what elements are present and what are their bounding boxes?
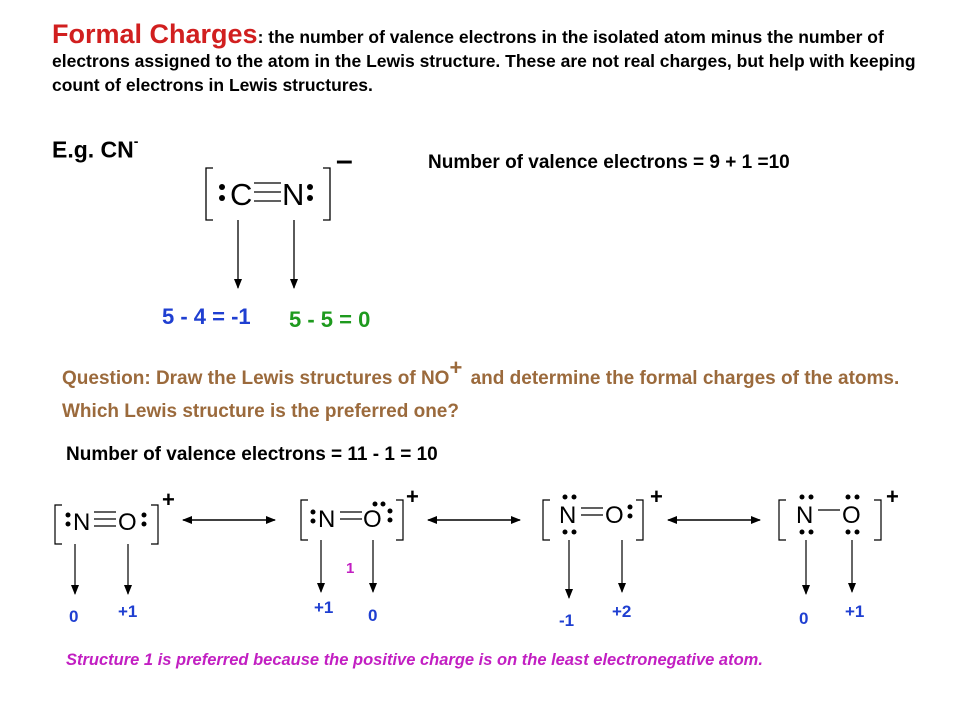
lone-pair-dot <box>846 495 851 500</box>
lone-pair-dot <box>800 495 805 500</box>
lone-pair-dot <box>66 522 71 527</box>
definition-text: : the number of valence electrons in the isolated atom minus the number of electrons assigned to the atom in the Lewis structure. These are not real charges, but help with keeping count of electrons in Lewis structures. <box>52 27 916 95</box>
conclusion-text: Structure 1 is preferred because the positive charge is on the least electronegative atom. <box>66 651 763 669</box>
cn-valence-count: Number of valence electrons = 9 + 1 =10 <box>428 152 790 173</box>
c-lone-pair-dot <box>219 195 225 201</box>
c-lone-pair-dot <box>219 184 225 190</box>
lone-pair-dot <box>800 530 805 535</box>
o-atom: O <box>842 502 861 529</box>
lone-pair-dot <box>809 530 814 535</box>
n-formal-charge: 0 <box>69 607 79 626</box>
bracket-right <box>151 505 158 544</box>
question-part-2: and determine the formal charges of the atoms. Which Lewis structure is the preferred one? <box>62 368 900 422</box>
n-formal-charge: -1 <box>559 611 575 630</box>
lone-pair-dot <box>142 513 147 518</box>
o-atom: O <box>363 506 382 533</box>
n-lone-pair-dot <box>307 184 313 190</box>
lone-pair-dot <box>809 495 814 500</box>
lone-pair-dot <box>373 502 378 507</box>
structure-charge: + <box>650 484 663 509</box>
no-structure-d <box>779 484 899 628</box>
lone-pair-dot <box>381 502 386 507</box>
bracket-right <box>874 500 881 540</box>
structure-charge: + <box>886 484 899 509</box>
cn-right-bracket <box>323 168 330 220</box>
n-atom: N <box>796 502 814 529</box>
lone-pair-dot <box>628 514 633 519</box>
example-label-text: E.g. CN <box>52 136 134 163</box>
bracket-right <box>396 500 403 540</box>
carbon-formal-charge: 5 - 4 = -1 <box>162 304 251 329</box>
nitrogen-formal-charge: 5 - 5 = 0 <box>289 307 371 332</box>
lone-pair-dot <box>628 505 633 510</box>
nitrogen-atom: N <box>282 177 305 212</box>
lone-pair-dot <box>388 518 393 523</box>
lone-pair-dot <box>563 530 568 535</box>
n-formal-charge: +1 <box>314 598 334 617</box>
lone-pair-dot <box>572 495 577 500</box>
lone-pair-dot <box>572 530 577 535</box>
n-atom: N <box>559 502 577 529</box>
structure-number-label: 1 <box>346 560 355 577</box>
formal-charges-heading: Formal Charges <box>52 19 258 49</box>
no-valence-count: Number of valence electrons = 11 - 1 = 10 <box>66 444 438 465</box>
structure-charge: + <box>162 487 175 512</box>
n-lone-pair-dot <box>307 195 313 201</box>
bracket-right <box>636 500 643 540</box>
no-structure-b <box>301 484 419 625</box>
o-formal-charge: 0 <box>368 606 378 625</box>
lone-pair-dot <box>855 530 860 535</box>
lone-pair-dot <box>855 495 860 500</box>
n-atom: N <box>318 506 336 533</box>
no-structure-c <box>543 484 663 630</box>
bracket-left <box>301 500 308 540</box>
o-formal-charge: +2 <box>612 602 632 621</box>
cn-lewis-structure <box>162 144 370 332</box>
no-structure-a <box>55 487 175 626</box>
question-sup: + <box>449 355 463 380</box>
o-atom: O <box>118 509 137 536</box>
lone-pair-dot <box>388 509 393 514</box>
lone-pair-dot <box>563 495 568 500</box>
question-part-1: Question: Draw the Lewis structures of NO <box>62 368 450 389</box>
lone-pair-dot <box>142 522 147 527</box>
lone-pair-dot <box>846 530 851 535</box>
n-formal-charge: 0 <box>799 609 809 628</box>
lone-pair-dot <box>66 513 71 518</box>
ion-charge-minus: – <box>336 144 353 177</box>
o-formal-charge: +1 <box>118 602 138 621</box>
carbon-atom: C <box>230 177 253 212</box>
bracket-left <box>779 500 786 540</box>
cn-left-bracket <box>206 168 213 220</box>
lone-pair-dot <box>311 510 316 515</box>
structure-charge: + <box>406 484 419 509</box>
example-label-sup: - <box>133 133 139 149</box>
n-atom: N <box>73 509 91 536</box>
lone-pair-dot <box>311 519 316 524</box>
bracket-left <box>543 500 550 540</box>
o-formal-charge: +1 <box>845 602 865 621</box>
bracket-left <box>55 505 62 544</box>
o-atom: O <box>605 502 624 529</box>
